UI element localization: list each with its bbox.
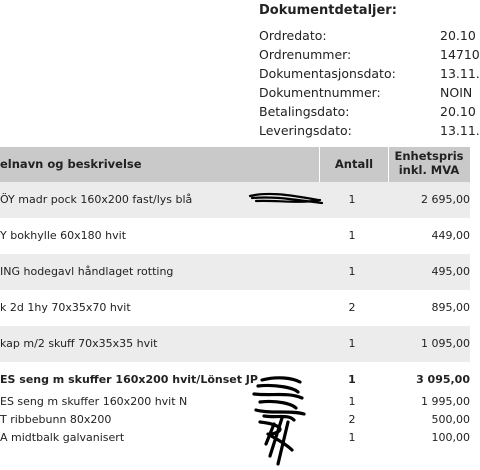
detail-label: Dokumentnummer:: [259, 85, 381, 100]
group-item-price: 100,00: [431, 431, 470, 444]
row-description: ÖY madr pock 160x200 fast/lys blå: [0, 193, 193, 206]
header-unit-price: [388, 149, 470, 177]
group-item-quantity: 1: [348, 395, 356, 408]
table-row: [0, 254, 470, 290]
row-price: 449,00: [431, 229, 470, 242]
detail-value: 20.10: [440, 104, 476, 119]
redaction-scribble: [248, 374, 310, 470]
table-header: [0, 147, 470, 182]
detail-label: Ordredato:: [259, 28, 327, 43]
document-details: [259, 2, 480, 140]
order-lines-table: [0, 147, 470, 446]
row-description: Y bokhylle 60x180 hvit: [0, 229, 127, 242]
row-price: 2 695,00: [421, 193, 470, 206]
header-description: elnavn og beskrivelse: [0, 157, 142, 171]
row-quantity: 1: [348, 193, 356, 206]
header-unit-price-line2: inkl. MVA: [398, 163, 460, 177]
detail-label: Dokumentasjonsdato:: [259, 66, 396, 81]
detail-value: 20.10: [440, 28, 476, 43]
row-price: 1 095,00: [421, 337, 470, 350]
group-description: ES seng m skuffer 160x200 hvit/Lönset JP: [0, 373, 258, 386]
detail-label: Ordrenummer:: [259, 47, 352, 62]
detail-row-payment-date: [259, 102, 476, 121]
detail-row-delivery-date: [259, 121, 480, 140]
group-item-quantity: 2: [348, 413, 356, 426]
table-row: [0, 326, 470, 362]
redaction-scribble: [246, 188, 326, 210]
detail-label: Leveringsdato:: [259, 123, 352, 138]
table-row: [0, 290, 470, 326]
row-quantity: 1: [348, 265, 356, 278]
detail-value: 13.11.: [440, 66, 480, 81]
row-description: k 2d 1hy 70x35x70 hvit: [0, 301, 131, 314]
table-row: [0, 182, 470, 218]
row-quantity: 2: [348, 301, 356, 314]
detail-value: 13.11.: [440, 123, 480, 138]
group-item-price: 500,00: [431, 413, 470, 426]
detail-value: NOIN: [440, 85, 473, 100]
table-row: [0, 218, 470, 254]
detail-row-documentation-date: [259, 64, 480, 83]
row-spacer: [0, 362, 470, 370]
detail-row-order-number: [259, 45, 480, 64]
group-item-quantity: 1: [348, 431, 356, 444]
group-item-description: A midtbalk galvanisert: [0, 431, 125, 444]
group-item-description: ES seng m skuffer 160x200 hvit N: [0, 395, 188, 408]
group-item-price: 1 995,00: [421, 395, 470, 408]
row-quantity: 1: [348, 229, 356, 242]
document-details-title: Dokumentdetaljer:: [259, 3, 397, 18]
row-quantity: 1: [348, 337, 356, 350]
group-price: 3 095,00: [416, 373, 470, 386]
row-description: kap m/2 skuff 70x35x35 hvit: [0, 337, 158, 350]
detail-row-order-date: [259, 26, 476, 45]
detail-label: Betalingsdato:: [259, 104, 350, 119]
group-item-row: [0, 410, 470, 428]
group-item-row: [0, 392, 470, 410]
group-row: [0, 370, 470, 392]
detail-value: 14710: [440, 47, 480, 62]
group-quantity: 1: [348, 373, 356, 386]
group-item-description: T ribbebunn 80x200: [0, 413, 112, 426]
row-price: 895,00: [431, 301, 470, 314]
header-quantity: Antall: [334, 157, 374, 171]
group-item-row: [0, 428, 470, 446]
row-description: ING hodegavl håndlaget rotting: [0, 265, 174, 278]
header-unit-price-line1: Enhetspris: [394, 149, 464, 163]
detail-row-document-number: [259, 83, 473, 102]
row-price: 495,00: [431, 265, 470, 278]
